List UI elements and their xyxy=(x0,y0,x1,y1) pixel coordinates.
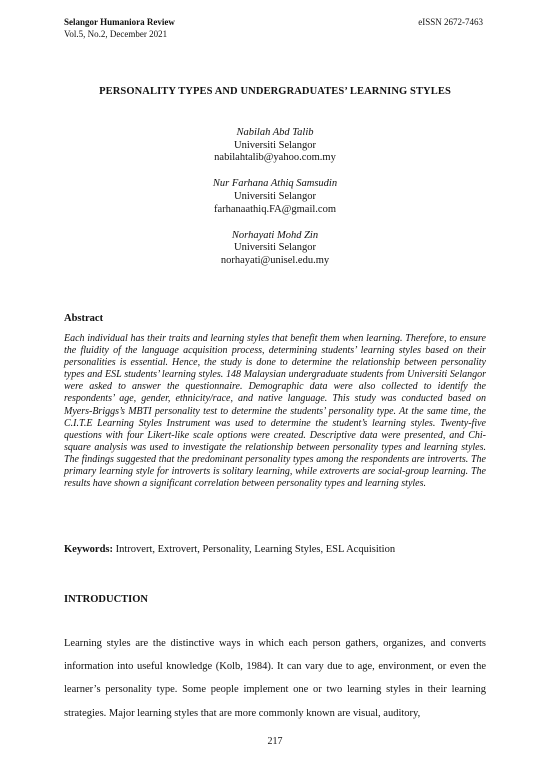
introduction-heading: INTRODUCTION xyxy=(64,594,149,605)
journal-name: Selangor Humaniora Review xyxy=(64,17,175,27)
keywords-text: Introvert, Extrovert, Personality, Learning Styles, ESL Acquisition xyxy=(113,544,396,555)
abstract-heading: Abstract xyxy=(64,313,104,324)
author-email: nabilahtalib@yahoo.com.my xyxy=(214,152,336,164)
abstract-text: Each individual has their traits and learning styles that benefit them when learning. Therefore, to ensure the fluidity of the language acquisition process, determining students’ learning styles based on their personalities is essential. Hence, the study is done to determine the relationship between personality types and ESL students’ learning styles. 148 Malaysian undergraduate students from Universiti Selangor were asked to answer the questionnaire. Demographic data were also collected to identify the respondents’ age, gender, ethnicity/race, and native language. This study was conducted based on Myers-Briggs’s MBTI personality test to determine the students’ personality type. At the same time, the C.I.T.E Learning Styles Instrument was used to determine the student’s learning styles. Twenty-five questions with four Likert-like scale options were created. Descriptive data were presented, and Chi-square analysis was used to investigate the relationship between personality types and learning styles. The findings suggested that the predominant personality types among the respondents are introverts. The primary learning style for introverts is solitary learning, while extroverts are social-group learning. The results have shown a significant correlation between personality types and learning styles. xyxy=(64,333,486,490)
journal-volume: Vol.5, No.2, December 2021 xyxy=(64,28,168,39)
keywords-label: Keywords: xyxy=(64,544,113,555)
author-name: Nabilah Abd Talib xyxy=(236,127,314,138)
author-name: Nur Farhana Athiq Samsudin xyxy=(212,178,338,190)
author-affiliation: Universiti Selangor xyxy=(234,139,316,151)
author-name: Norhayati Mohd Zin xyxy=(231,229,319,241)
page-number: 217 xyxy=(267,736,283,747)
paper-title: PERSONALITY TYPES AND UNDERGRADUATES’ LEARNING STYLES xyxy=(99,86,451,97)
keywords-line xyxy=(64,544,494,555)
author-3 xyxy=(90,230,460,268)
journal-issn: eISSN 2672-7463 xyxy=(418,17,483,27)
author-block xyxy=(90,127,460,281)
author-1 xyxy=(90,127,460,165)
running-header xyxy=(64,17,175,40)
author-affiliation: Universiti Selangor xyxy=(234,242,316,254)
author-email: farhanaathiq.FA@gmail.com xyxy=(213,203,337,215)
author-email: norhayati@unisel.edu.my xyxy=(220,254,330,266)
author-affiliation: Universiti Selangor xyxy=(234,190,316,202)
introduction-text: Learning styles are the distinctive ways in which each person gathers, organizes, and converts information into useful knowledge (Kolb, 1984). It can vary due to age, environment, or even the learner’s personality type. Some people implement one or two learning styles in their learning strategies. Major learning styles that are more commonly known are visual, auditory, xyxy=(64,638,486,719)
author-2 xyxy=(90,178,460,216)
